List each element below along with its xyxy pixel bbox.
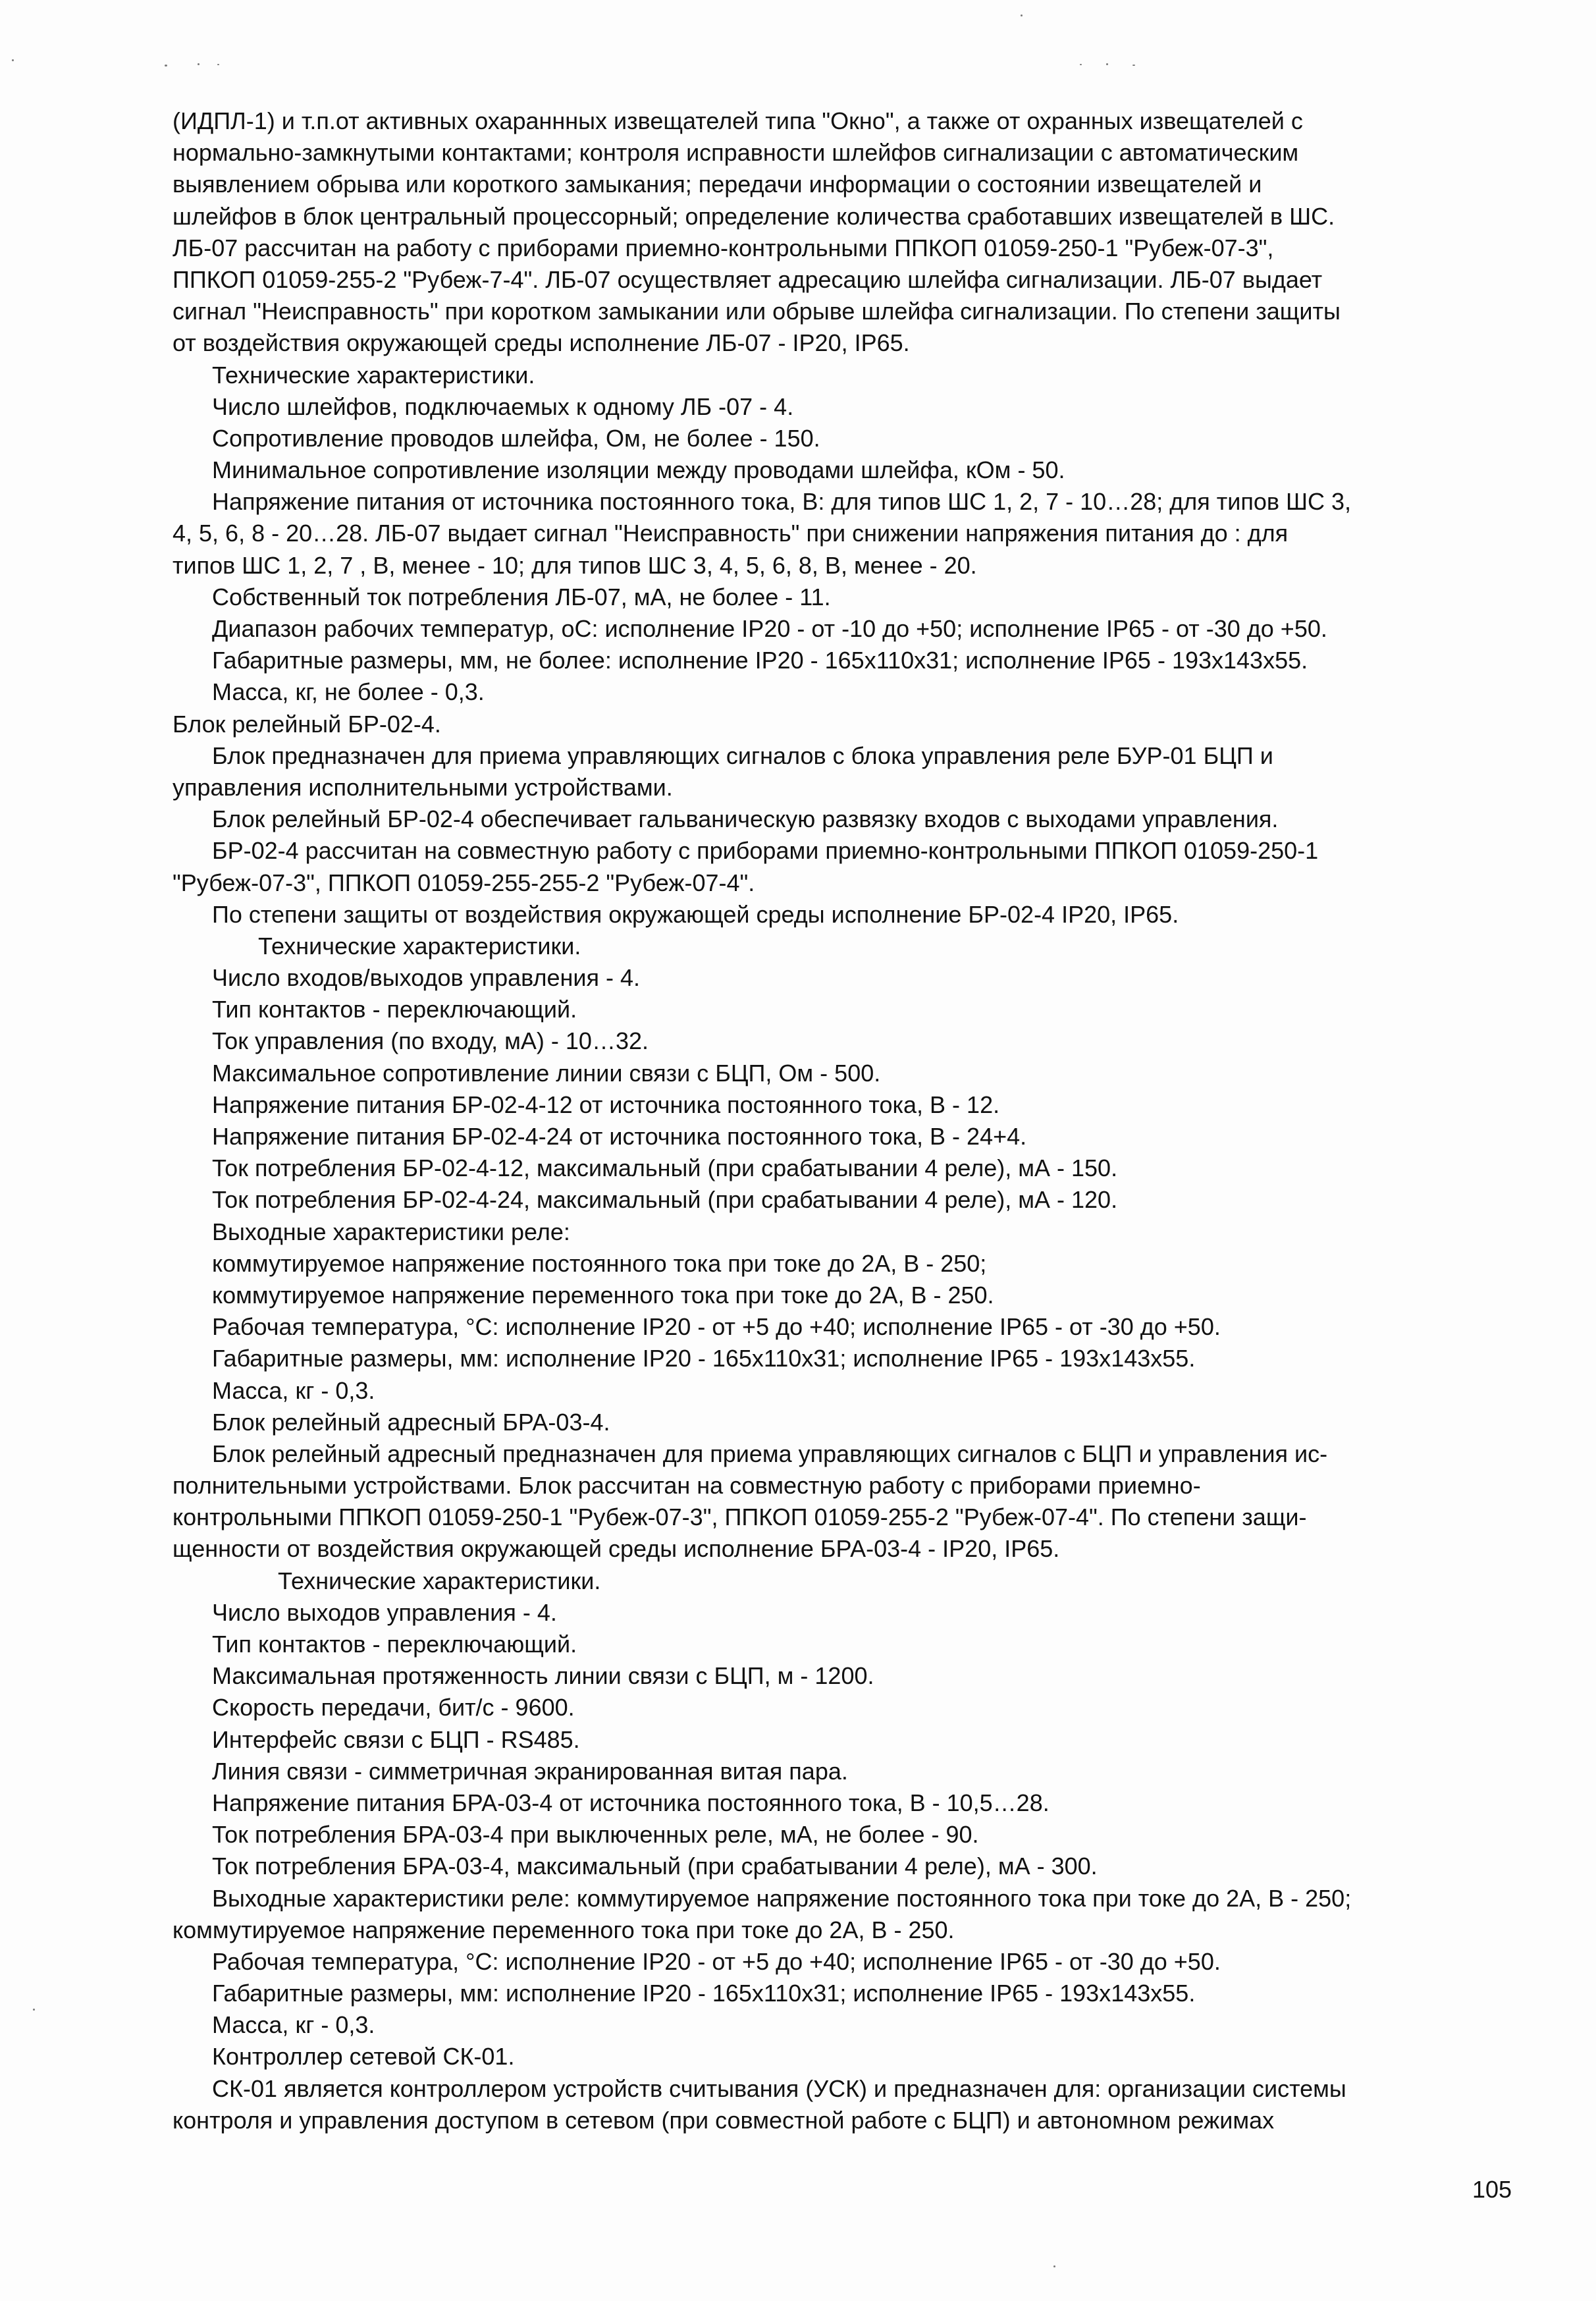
text-line: коммутируемое напряжение постоянного тока при токе до 2А, В - 250; bbox=[212, 1249, 987, 1277]
text-line: Тип контактов - переключающий. bbox=[212, 996, 577, 1023]
text-line: Габаритные размеры, мм: исполнение IP20 - 165х110х31; исполнение IP65 - 193х143х55. bbox=[212, 1345, 1196, 1372]
text-line: "Рубеж-07-3", ППКОП 01059-255-255-2 "Рубеж-07-4". bbox=[173, 869, 755, 896]
scan-speck bbox=[1053, 2265, 1055, 2267]
text-line: Технические характеристики. bbox=[278, 1567, 601, 1594]
text-line: сигнал "Неисправность" при коротком замыкании или обрыве шлейфа сигнализации. По степени защиты bbox=[173, 298, 1341, 325]
text-line: Число выходов управления - 4. bbox=[212, 1598, 557, 1626]
text-line: Блок релейный адресный БРА-03-4. bbox=[212, 1408, 610, 1436]
scan-speck bbox=[165, 65, 167, 67]
scan-speck bbox=[33, 2009, 35, 2011]
text-line: Диапазон рабочих температур, оС: исполнение IP20 - от -10 до +50; исполнение IP65 - от -30 до +50. bbox=[212, 615, 1327, 642]
text-line: Масса, кг - 0,3. bbox=[212, 1376, 375, 1404]
text-line: Тип контактов - переключающий. bbox=[212, 1631, 577, 1658]
text-line: Габаритные размеры, мм, не более: исполнение IP20 - 165х110х31; исполнение IP65 - 193х143х55. bbox=[212, 647, 1308, 674]
text-line: Масса, кг, не более - 0,3. bbox=[212, 678, 485, 706]
text-line: Блок предназначен для приема управляющих сигналов с блока управления реле БУР-01 БЦП и bbox=[212, 742, 1273, 769]
text-line: Напряжение питания БР-02-4-24 от источника постоянного тока, В - 24+4. bbox=[212, 1123, 1027, 1150]
text-line: Ток потребления БР-02-4-12, максимальный (при срабатывании 4 реле), мА - 150. bbox=[212, 1154, 1118, 1182]
scan-speck bbox=[198, 63, 200, 65]
body-text bbox=[173, 105, 1549, 2136]
text-line: Выходные характеристики реле: коммутируемое напряжение постоянного тока при токе до 2А, В - 250; bbox=[212, 1884, 1352, 1912]
scan-speck bbox=[1021, 14, 1023, 16]
text-line: ЛБ-07 рассчитан на работу с приборами приемно-контрольными ППКОП 01059-250-1 "Рубеж-07-3", bbox=[173, 234, 1274, 261]
text-line: Контроллер сетевой СК-01. bbox=[212, 2043, 515, 2071]
text-line: (ИДПЛ-1) и т.п.от активных охараннных извещателей типа "Окно", а также от охранных извещателей с bbox=[173, 107, 1303, 134]
text-line: Максимальная протяженность линии связи с БЦП, м - 1200. bbox=[212, 1662, 874, 1690]
scan-speck bbox=[1080, 64, 1082, 65]
text-line: типов ШС 1, 2, 7 , В, менее - 10; для типов ШС 3, 4, 5, 6, 8, В, менее - 20. bbox=[173, 551, 977, 579]
text-line: коммутируемое напряжение переменного тока при токе до 2А, В - 250. bbox=[212, 1281, 994, 1309]
text-line: Число входов/выходов управления - 4. bbox=[212, 964, 640, 992]
text-line: коммутируемое напряжение переменного тока при токе до 2А, В - 250. bbox=[173, 1916, 955, 1943]
text-line: полнительными устройствами. Блок рассчитан на совместную работу с приборами приемно- bbox=[173, 1472, 1201, 1500]
text-line: выявлением обрыва или короткого замыкания; передачи информации о состоянии извещателей и bbox=[173, 171, 1262, 198]
text-line: Масса, кг - 0,3. bbox=[212, 2011, 375, 2039]
text-line: Ток управления (по входу, мА) - 10…32. bbox=[212, 1027, 649, 1055]
text-line: шлейфов в блок центральный процессорный; определение количества сработавших извещателей в ШС. bbox=[173, 202, 1335, 230]
text-line: Минимальное сопротивление изоляции между проводами шлейфа, кОм - 50. bbox=[212, 456, 1065, 484]
text-line: Блок релейный адресный предназначен для приема управляющих сигналов с БЦП и управления ис- bbox=[212, 1440, 1328, 1467]
text-line: Ток потребления БРА-03-4, максимальный (при срабатывании 4 реле), мА - 300. bbox=[212, 1853, 1098, 1880]
text-line: Ток потребления БР-02-4-24, максимальный (при срабатывании 4 реле), мА - 120. bbox=[212, 1186, 1118, 1214]
text-line: 4, 5, 6, 8 - 20…28. ЛБ-07 выдает сигнал "Неисправность" при снижении напряжения питания до : для bbox=[173, 520, 1289, 547]
text-line: Максимальное сопротивление линии связи с БЦП, Ом - 500. bbox=[212, 1059, 881, 1087]
text-line: СК-01 является контроллером устройств считывания (УСК) и предназначен для: организации системы bbox=[212, 2074, 1346, 2102]
text-line: Рабочая температура, °С: исполнение IP20 - от +5 до +40; исполнение IP65 - от -30 до +50. bbox=[212, 1947, 1221, 1975]
text-line: Собственный ток потребления ЛБ-07, мА, не более - 11. bbox=[212, 583, 831, 610]
scan-speck bbox=[1132, 65, 1135, 66]
text-line: щенности от воздействия окружающей среды исполнение БРА-03-4 - IP20, IP65. bbox=[173, 1535, 1060, 1563]
text-line: контрольными ППКОП 01059-250-1 "Рубеж-07-3", ППКОП 01059-255-2 "Рубеж-07-4". По степени защи- bbox=[173, 1503, 1307, 1531]
text-line: Ток потребления БРА-03-4 при выключенных реле, мА, не более - 90. bbox=[212, 1821, 979, 1849]
text-line: Выходные характеристики реле: bbox=[212, 1218, 570, 1245]
text-line: управления исполнительными устройствами. bbox=[173, 773, 673, 801]
text-line: Число шлейфов, подключаемых к одному ЛБ -07 - 4. bbox=[212, 393, 794, 420]
text-line: Технические характеристики. bbox=[258, 932, 581, 960]
text-line: Напряжение питания БРА-03-4 от источника постоянного тока, В - 10,5…28. bbox=[212, 1789, 1050, 1816]
text-line: Напряжение питания от источника постоянного тока, В: для типов ШС 1, 2, 7 - 10…28; для типов ШС 3, bbox=[212, 488, 1352, 516]
text-line: Блок релейный БР-02-4. bbox=[173, 710, 441, 738]
scan-speck bbox=[12, 59, 14, 61]
text-line: Сопротивление проводов шлейфа, Ом, не более - 150. bbox=[212, 424, 820, 452]
text-line: нормально-замкнутыми контактами; контроля исправности шлейфов сигнализации с автоматическим bbox=[173, 139, 1299, 167]
text-line: Напряжение питания БР-02-4-12 от источника постоянного тока, В - 12. bbox=[212, 1091, 1000, 1118]
text-line: Габаритные размеры, мм: исполнение IP20 - 165х110х31; исполнение IP65 - 193х143х55. bbox=[212, 1980, 1196, 2007]
text-line: от воздействия окружающей среды исполнение ЛБ-07 - IP20, IP65. bbox=[173, 329, 910, 357]
text-line: По степени защиты от воздействия окружающей среды исполнение БР-02-4 IP20, IP65. bbox=[212, 900, 1179, 928]
text-line: контроля и управления доступом в сетевом (при совместной работе с БЦП) и автономном режимах bbox=[173, 2106, 1275, 2134]
text-line: Линия связи - симметричная экранированная витая пара. bbox=[212, 1757, 848, 1785]
scan-speck bbox=[217, 64, 219, 65]
text-line: ППКОП 01059-255-2 "Рубеж-7-4". ЛБ-07 осуществляет адресацию шлейфа сигнализации. ЛБ-07 выдает bbox=[173, 265, 1323, 293]
text-line: БР-02-4 рассчитан на совместную работу с приборами приемно-контрольными ППКОП 01059-250-1 bbox=[212, 837, 1319, 865]
text-line: Технические характеристики. bbox=[212, 361, 535, 389]
text-line: Рабочая температура, °С: исполнение IP20 - от +5 до +40; исполнение IP65 - от -30 до +50. bbox=[212, 1313, 1221, 1341]
scan-speck bbox=[1106, 63, 1108, 65]
text-line: Скорость передачи, бит/с - 9600. bbox=[212, 1694, 575, 1721]
page-number: 105 bbox=[1472, 2176, 1512, 2203]
text-line: Интерфейс связи с БЦП - RS485. bbox=[212, 1725, 580, 1753]
text-line: Блок релейный БР-02-4 обеспечивает гальваническую развязку входов с выходами управления. bbox=[212, 805, 1279, 833]
